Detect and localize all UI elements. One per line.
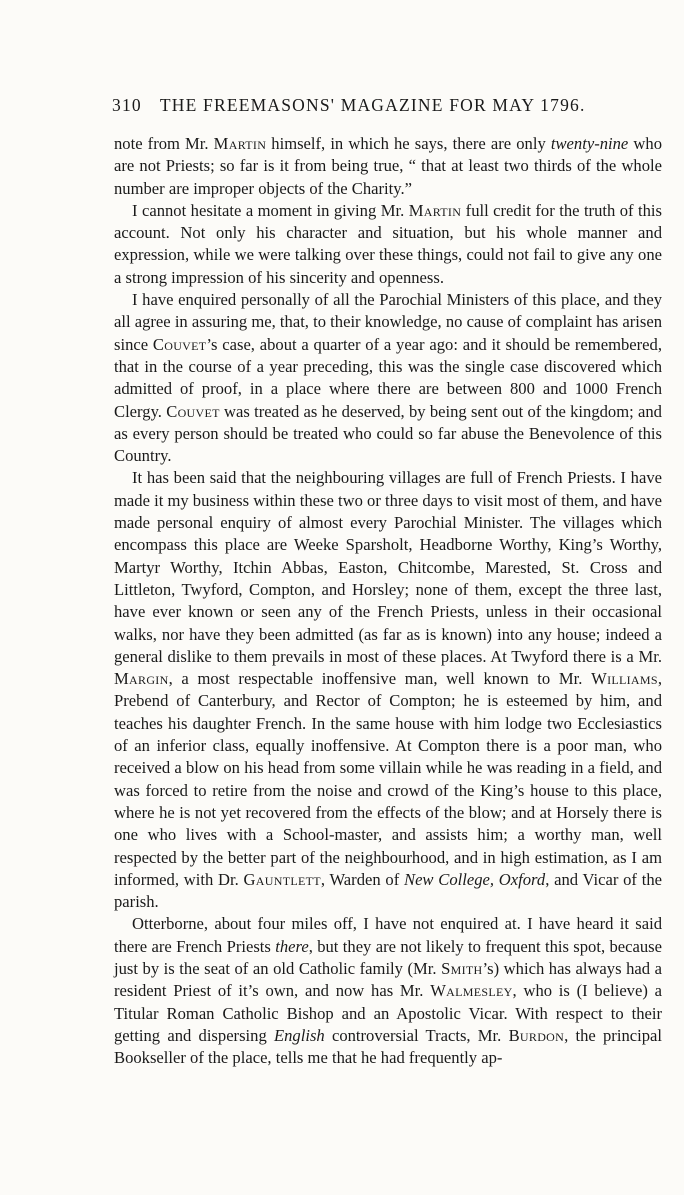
person-name: Smith: [441, 958, 483, 978]
person-name: Burdon: [508, 1025, 565, 1045]
person-name: Walmesley: [430, 981, 513, 1001]
paragraph: [114, 289, 662, 467]
person-name: Couvet: [166, 401, 220, 421]
running-header: [112, 95, 652, 116]
text-run: It has been said that the neighbouring villages are full of French Priests. I have made it my business within these two or three days to visit most of them, and have made personal enquiry of almost every Parochial Minister. The villages which encompass this place are Weeke Sparsholt, Headborne Worthy, King’s Worthy, Martyr Worthy, Itchin Abbas, Easton, Chitcombe, Marested, St. Cross and Littleton, Twyford, Compton, and Horsley; none of them, except the three last, have ever known or seen any of the French Priests, unless in their occasional walks, nor have they been admitted (as far as is known) into any house; indeed a general dislike to them prevails in most of these places. At Twyford there is a Mr.: [114, 468, 662, 666]
person-name: Martin: [213, 134, 267, 153]
text-run: , and Vicar of the parish.: [114, 869, 662, 912]
text-run: note from Mr.: [114, 134, 214, 153]
body-text: [114, 133, 662, 1069]
text-run: , who is (I believe) a Titular Roman Catholic Bishop and an Apostolic Vicar. With respect to their getting and dispersing: [114, 981, 662, 1045]
page-number: 310: [112, 95, 142, 115]
person-name: Gauntlett: [243, 869, 321, 889]
paragraph: [114, 133, 662, 200]
person-name: Martin: [408, 200, 462, 220]
text-run: who are not Priests; so far is it from being true, “ that at least two thirds of the whole number are improper objects of the Charity.”: [114, 134, 662, 198]
text-run: ’s case, about a quarter of a year ago: and it should be remembered, that in the course of a year preceding, this was the single case discovered which admitted of proof, in a place where there are between 800 and 1000 French Clergy.: [114, 334, 662, 421]
text-run: was treated as he deserved, by being sent out of the kingdom; and as every person should be treated who could so far abuse the Benevolence of this Country.: [114, 401, 662, 466]
emphasis: there: [275, 936, 309, 956]
text-run: I cannot hesitate a moment in giving Mr.: [132, 200, 409, 220]
running-title: THE FREEMASONS' MAGAZINE FOR MAY 1796.: [159, 95, 586, 115]
text-run: full credit for the truth of this account. Not only his character and situation, but his whole manner and expression, while we were talking over these things, could not fail to give any one a strong impression of his sincerity and openness.: [114, 200, 662, 287]
text-run: , the principal Bookseller of the place, tells me that he had frequently ap-: [114, 1025, 662, 1068]
text-run: himself, in which he says, there are only: [266, 134, 551, 153]
text-run: , Warden of: [320, 869, 404, 889]
paragraph: [114, 913, 662, 1069]
person-name: Williams: [591, 669, 658, 689]
text-run: , Prebend of Canterbury, and Rector of Compton; he is esteemed by him, and teaches his daughter French. In the same house with him lodge two Ecclesiastics of an inferior class, equally inoffensive. At Compton there is a poor man, who received a blow on his head from some villain while he was reading in a field, and was forced to retire from the noise and crowd of the King’s house to this place, where he is not yet recovered from the effects of the blow; and at Horsely there is one who lives with a School-master, and assists him; a worthy man, well respected by the better part of the neighbourhood, and in high estimation, as I am informed, with Dr.: [114, 669, 662, 889]
text-run: , but they are not likely to frequent this spot, because just by is the seat of an old Catholic family (Mr.: [114, 936, 662, 978]
emphasis: English: [274, 1025, 325, 1045]
text-run: ’s) which has always had a resident Priest of it’s own, and now has Mr.: [114, 958, 662, 1001]
emphasis: twenty-nine: [550, 134, 629, 153]
text-run: Otterborne, about four miles off, I have not enquired at. I have heard it said there are French Priests: [114, 914, 662, 956]
emphasis: New College, Oxford: [404, 869, 546, 889]
person-name: Margin: [114, 669, 169, 689]
text-run: I have enquired personally of all the Parochial Ministers of this place, and they all agree in assuring me, that, to their knowledge, no cause of complaint has arisen since: [114, 290, 662, 354]
paragraph: [114, 200, 662, 289]
text-run: controversial Tracts, Mr.: [324, 1025, 509, 1045]
person-name: Couvet: [152, 334, 207, 354]
paragraph: [114, 467, 662, 913]
text-run: , a most respectable inoffensive man, well known to Mr.: [168, 669, 592, 689]
